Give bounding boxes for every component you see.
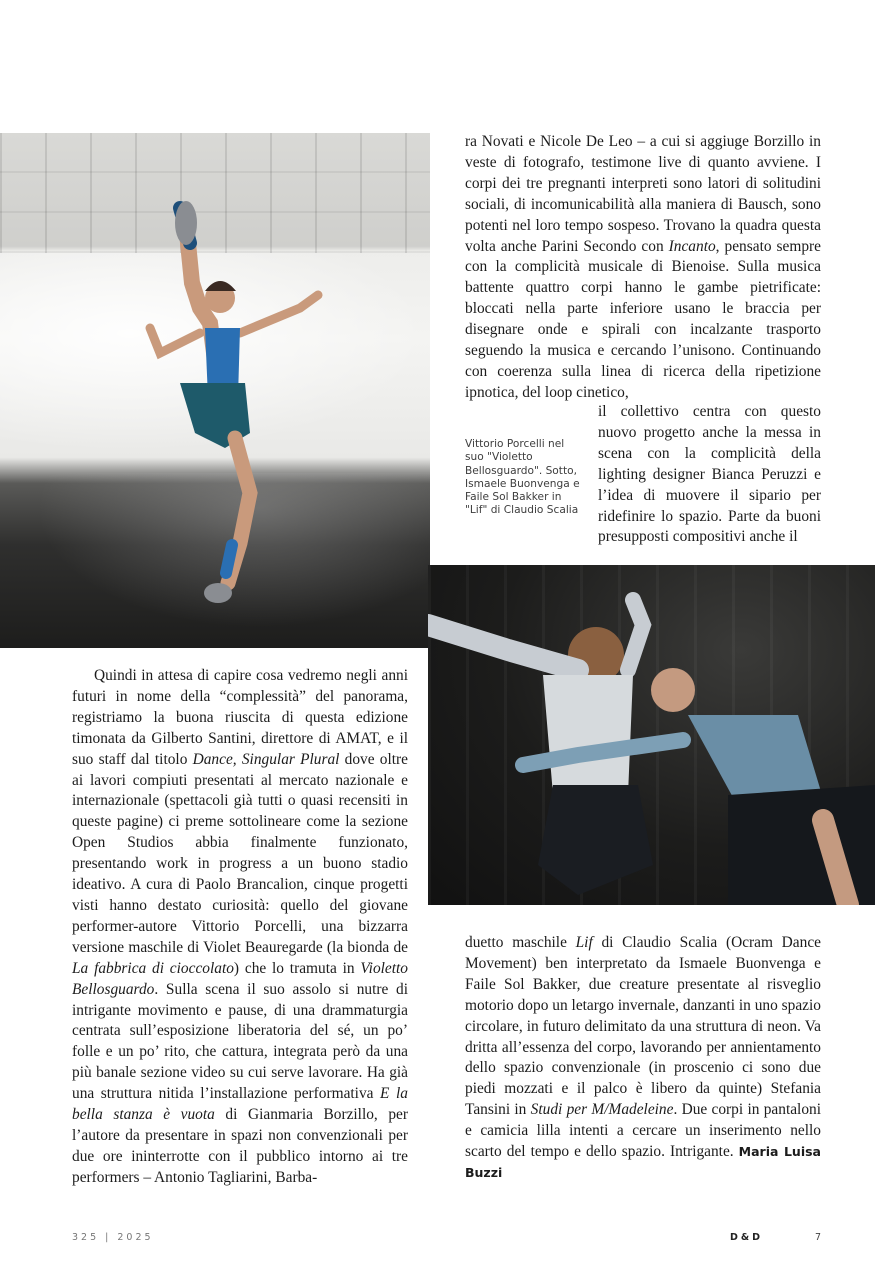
article-column-bottom-left: Quindi in attesa di capire cosa vedremo negli anni futuri in nome della “complessità” del panorama, registriamo la buona riuscita di questa edizione timonata da Gilberto Santini, direttore di AMAT, e il suo staff dal titolo Dance, Singular Plural dove oltre ai lavori compiuti presentati al mercato nazionale e internazionale (spettacoli già tutti o quasi recensiti in queste pagine) ci preme sottolineare come la sezione Open Studios abbia finalmente funzionato, presentando work in progress a un buono stadio ideativo. A cura di Paolo Brancalion, cinque progetti visti hanno destato curiosità: quello del giovane performer-autore Vittorio Porcelli, una bizzarra versione maschile di Violet Beauregarde (la bionda de La fabbrica di cioccolato) che lo tramuta in Violetto Bellosguardo. Sulla scena il suo assolo si nutre di intrigante movimento e pause, di una drammaturgia centrata sull’esposizione liberatoria del sé, un po’ folle e un po’ rito, che cattura, integrata però da una più banale sezione video su cui serve lavorare. Ha già una struttura nitida l’installazione performativa E la bella stanza è vuota di Gianmaria Borzillo, per l’autore da presentare in spazi non convenzionali per due ore ininterrotte con il pubblico intorno ai tre performers – Antonio Tagliarini, Barba- [72,667,408,1186]
italic-title: Dance, Singular Plural [192,750,340,768]
article-column-narrow: il collettivo centra con questo nuovo progetto anche la messa in scena con la complicità della lighting designer Bianca Peruzzi e l’idea di muovere il sipario per ridefinire lo spazio. Parte da buoni presupposti compositivi anche il [598,403,821,546]
photo-caption: Vittorio Porcelli nel suo "Violetto Bellosguardo". Sotto, Ismaele Buonvenga e Faile Sol Bakker in "Lif" di Claudio Scalia [465,438,580,517]
article-column-top-right: ra Novati e Nicole De Leo – a cui si aggiuge Borzillo in veste di fotografo, testimone live di quanto avviene. I corpi dei tre pregnanti interpreti sono latori di solitudini sociali, di incomunicabilità alla maniera di Bausch, sono potenti nel loro tempo sospeso. Trovano la quadra questa volta anche Parini Secondo con Incanto, pensato sempre con la complicità musicale di Bienoise. Sulla musica battente quattro corpi hanno le gambe pietrificate: bloccati nella parte inferiore usano le braccia per disegnare onde e spirali con incalzante trasporto seguendo la musica e cercando l’unisono. Continuando con coerenza sulla linea di ricerca della ripetizione ipnotica, del loop cinetico, [465,133,821,401]
italic-title: Incanto [668,237,716,255]
magazine-brand: D&D [730,1232,764,1243]
dancer-silhouette [0,133,430,648]
photo-dancers-duet [428,565,875,905]
italic-title: Violetto Bellosguardo [72,959,408,998]
italic-title: Lif [575,934,593,951]
italic-title: E la bella stanza è vuota [72,1085,408,1124]
italic-title: Studi per M/Madeleine [530,1101,674,1119]
issue-number: 325 | 2025 [72,1232,154,1243]
author-signature: Maria Luisa Buzzi [465,1144,821,1180]
article-column-bottom-right: duetto maschile Lif di Claudio Scalia (Ocram Dance Movement) ben interpretato da Ismaele Buonvenga e Faile Sol Bakker, due creature presentate al risveglio motorio dopo un letargo invernale, danzanti in uno spazio circolare, in futuro delimitato da una struttura di neon. Va dritta all’essenza del corpo, lavorando per annientamento dello spazio convenzionale (in proscenio ci sono due piedi mozzati e il palco è libero da quinte) Stefania Tansini in Studi per M/Madeleine. Due corpi in pantaloni e camicia lilla intenti a cercare un inserimento nello scarto del tempo e dello spazio. Intrigante. Maria Luisa Buzzi [465,934,821,1180]
duet-silhouette [428,565,875,905]
italic-title: La fabbrica di cioccolato [72,959,234,977]
page-number: 7 [815,1232,822,1243]
photo-dancer-solo [0,133,430,648]
